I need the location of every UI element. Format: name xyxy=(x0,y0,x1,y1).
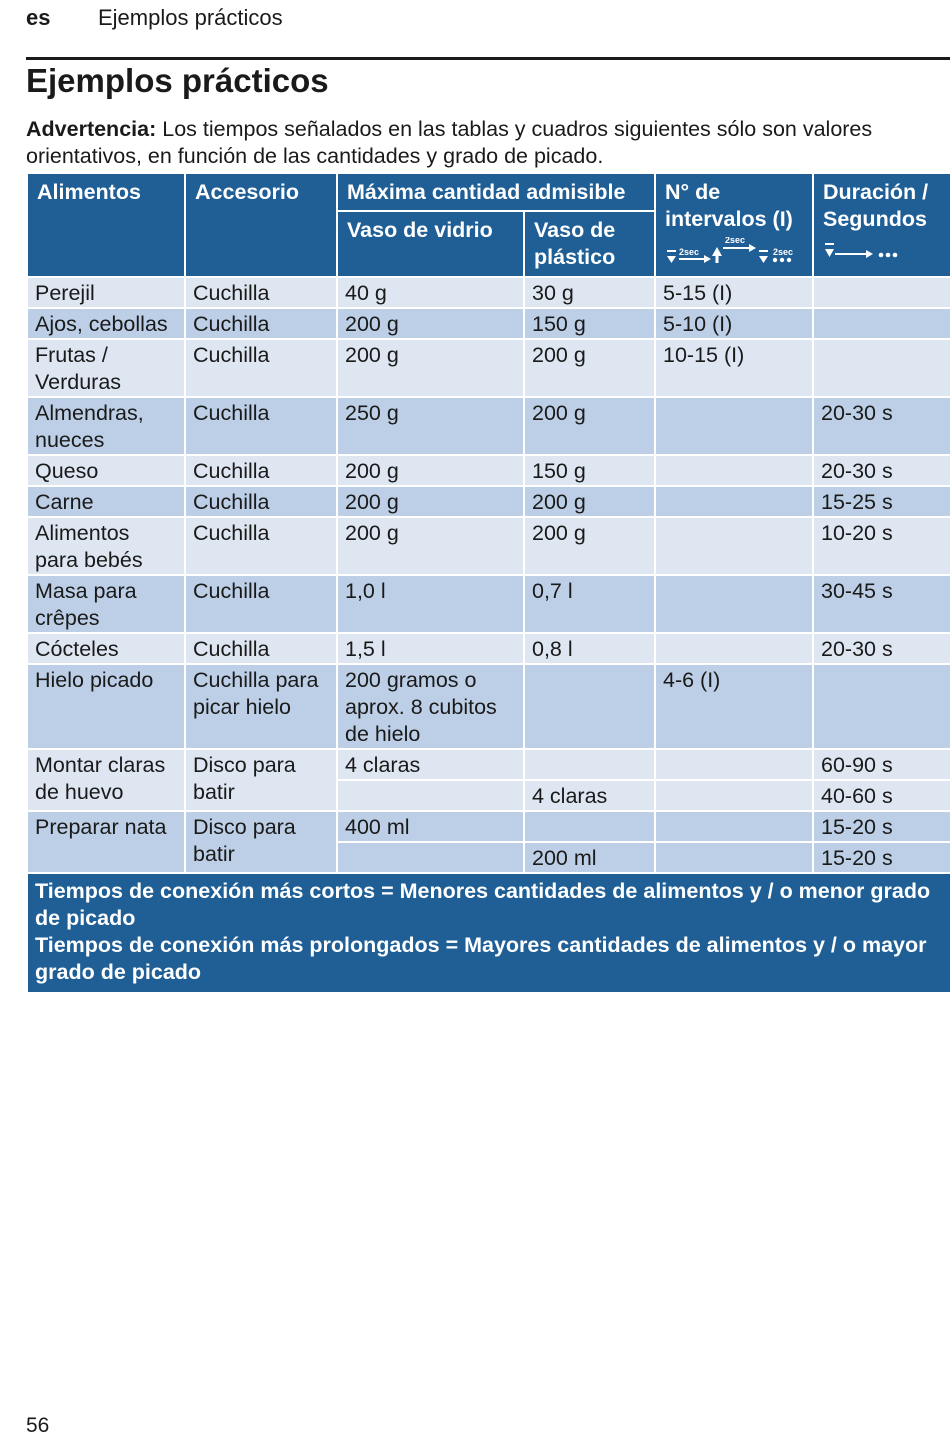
page-number: 56 xyxy=(26,1414,50,1437)
cell-intervals xyxy=(655,811,813,842)
cell-food: Queso xyxy=(27,455,185,486)
cell-accessory: Cuchilla xyxy=(185,486,337,517)
table-row xyxy=(27,339,950,397)
cell-duration xyxy=(813,664,950,749)
header-intervals-label: N° de intervalos (I) xyxy=(665,180,793,231)
cell-duration xyxy=(813,277,950,308)
table-row xyxy=(27,397,950,455)
cell-accessory: Cuchilla para picar hielo xyxy=(185,664,337,749)
table-row xyxy=(27,517,950,575)
cell-glass: 40 g xyxy=(337,277,524,308)
header-rule xyxy=(26,57,950,60)
table-row xyxy=(27,575,950,633)
cell-accessory: Cuchilla xyxy=(185,575,337,633)
cell-accessory: Cuchilla xyxy=(185,517,337,575)
footer-line-long: Tiempos de conexión más prolongados = Mayores cantidades de alimentos y / o mayor grado de picado xyxy=(35,933,927,984)
table-row xyxy=(27,664,950,749)
cell-duration xyxy=(813,339,950,397)
header-accessory: Accesorio xyxy=(185,173,337,277)
cell-glass xyxy=(337,842,524,873)
cell-glass: 200 g xyxy=(337,455,524,486)
header-max-qty: Máxima cantidad admisible xyxy=(337,173,655,211)
cell-glass: 1,5 l xyxy=(337,633,524,664)
cell-intervals: 10-15 (I) xyxy=(655,339,813,397)
cell-glass: 200 g xyxy=(337,517,524,575)
cell-plastic: 150 g xyxy=(524,455,655,486)
cell-accessory: Cuchilla xyxy=(185,455,337,486)
warning-text: Los tiempos señalados en las tablas y cuadros siguientes sólo son valores orientativos, en función de las cantidades y grado de picado. xyxy=(26,117,873,168)
cell-duration: 20-30 s xyxy=(813,455,950,486)
cell-duration: 10-20 s xyxy=(813,517,950,575)
header-glass: Vaso de vidrio xyxy=(337,211,524,277)
header-intervals xyxy=(655,173,813,277)
cell-plastic: 0,7 l xyxy=(524,575,655,633)
cell-glass: 4 claras xyxy=(337,749,524,780)
cell-duration: 60-90 s xyxy=(813,749,950,780)
cell-glass: 200 g xyxy=(337,308,524,339)
cell-plastic: 0,8 l xyxy=(524,633,655,664)
header-duration-label: Duración / Segundos xyxy=(823,180,929,231)
cell-plastic xyxy=(524,664,655,749)
cell-duration: 15-20 s xyxy=(813,842,950,873)
cell-accessory: Cuchilla xyxy=(185,277,337,308)
interval-label-3: 2sec xyxy=(773,247,794,257)
table-row xyxy=(27,308,950,339)
warning-label: Advertencia: xyxy=(26,117,157,141)
cell-food: Cócteles xyxy=(27,633,185,664)
cell-plastic: 200 ml xyxy=(524,842,655,873)
cell-plastic: 4 claras xyxy=(524,780,655,811)
cell-intervals: 5-15 (I) xyxy=(655,277,813,308)
cell-intervals xyxy=(655,780,813,811)
cell-accessory: Cuchilla xyxy=(185,339,337,397)
language-code: es xyxy=(26,5,51,30)
warning-note xyxy=(26,116,941,170)
cell-plastic: 200 g xyxy=(524,486,655,517)
table-row xyxy=(27,455,950,486)
header-plastic: Vaso de plástico xyxy=(524,211,655,277)
interval-label-1: 2sec xyxy=(679,247,700,257)
cell-accessory: Cuchilla xyxy=(185,308,337,339)
table-row xyxy=(27,749,950,780)
cell-food: Frutas / Verduras xyxy=(27,339,185,397)
cell-duration: 20-30 s xyxy=(813,397,950,455)
cell-intervals: 5-10 (I) xyxy=(655,308,813,339)
cell-glass: 200 g xyxy=(337,339,524,397)
interval-label-2: 2sec xyxy=(725,237,746,245)
cell-duration: 20-30 s xyxy=(813,633,950,664)
cell-intervals xyxy=(655,517,813,575)
cell-plastic xyxy=(524,811,655,842)
table-row xyxy=(27,811,950,842)
cell-intervals xyxy=(655,575,813,633)
continuous-run-icon xyxy=(823,237,942,268)
cell-plastic: 200 g xyxy=(524,397,655,455)
header-duration xyxy=(813,173,950,277)
cell-food: Carne xyxy=(27,486,185,517)
cell-intervals xyxy=(655,633,813,664)
table-footer-row xyxy=(27,873,950,993)
table-row xyxy=(27,486,950,517)
cell-food: Ajos, cebollas xyxy=(27,308,185,339)
cell-glass: 400 ml xyxy=(337,811,524,842)
cell-duration xyxy=(813,308,950,339)
cell-intervals xyxy=(655,397,813,455)
cell-food: Preparar nata xyxy=(27,811,185,873)
cell-glass: 250 g xyxy=(337,397,524,455)
cell-glass xyxy=(337,780,524,811)
cell-glass: 200 g xyxy=(337,486,524,517)
table-footer-note xyxy=(27,873,950,993)
cell-food: Almendras, nueces xyxy=(27,397,185,455)
section-name: Ejemplos prácticos xyxy=(98,5,283,30)
footer-line-short: Tiempos de conexión más cortos = Menores cantidades de alimentos y / o menor grado de picado xyxy=(35,879,931,930)
cell-intervals xyxy=(655,749,813,780)
cell-food: Hielo picado xyxy=(27,664,185,749)
table-row xyxy=(27,277,950,308)
cell-duration: 15-25 s xyxy=(813,486,950,517)
cell-intervals: 4-6 (I) xyxy=(655,664,813,749)
cell-glass: 1,0 l xyxy=(337,575,524,633)
table-row xyxy=(27,633,950,664)
cell-food: Alimentos para bebés xyxy=(27,517,185,575)
cell-glass: 200 gramos o aprox. 8 cubitos de hielo xyxy=(337,664,524,749)
cell-food: Montar claras de huevo xyxy=(27,749,185,811)
cell-accessory: Disco para batir xyxy=(185,811,337,873)
cell-plastic xyxy=(524,749,655,780)
running-header xyxy=(26,5,283,31)
examples-table xyxy=(26,172,950,994)
cell-plastic: 200 g xyxy=(524,339,655,397)
header-food: Alimentos xyxy=(27,173,185,277)
cell-plastic: 150 g xyxy=(524,308,655,339)
cell-duration: 40-60 s xyxy=(813,780,950,811)
cell-accessory: Cuchilla xyxy=(185,397,337,455)
cell-food: Masa para crêpes xyxy=(27,575,185,633)
cell-duration: 15-20 s xyxy=(813,811,950,842)
page-title: Ejemplos prácticos xyxy=(26,62,329,99)
pulse-intervals-icon xyxy=(665,237,804,272)
cell-plastic: 200 g xyxy=(524,517,655,575)
cell-accessory: Disco para batir xyxy=(185,749,337,811)
cell-food: Perejil xyxy=(27,277,185,308)
cell-accessory: Cuchilla xyxy=(185,633,337,664)
cell-intervals xyxy=(655,486,813,517)
cell-intervals xyxy=(655,842,813,873)
cell-plastic: 30 g xyxy=(524,277,655,308)
cell-duration: 30-45 s xyxy=(813,575,950,633)
cell-intervals xyxy=(655,455,813,486)
